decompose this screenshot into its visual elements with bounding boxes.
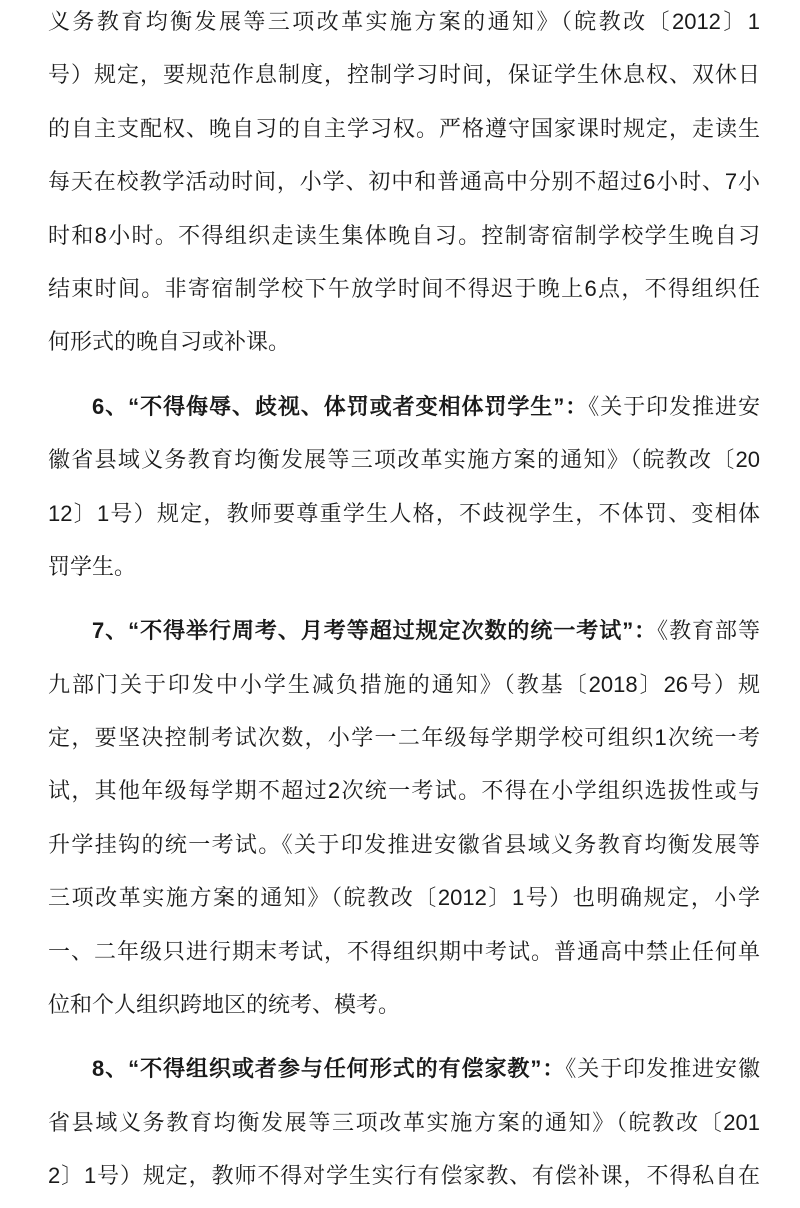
- text-line: 时和8小时。不得组织走读生集体晚自习。控制寄宿制学校学生晚自习: [48, 222, 760, 248]
- paragraph-item-8: [48, 1042, 760, 1202]
- text-line: 一、二年级只进行期末考试，不得组织期中考试。普通高中禁止任何单: [48, 938, 760, 964]
- text-line: 结束时间。非寄宿制学校下午放学时间不得迟于晚上6点，不得组织任: [48, 275, 760, 301]
- text-line: [48, 380, 760, 433]
- item-8-heading: 8、“不得组织或者参与任何形式的有偿家教”：: [92, 1056, 566, 1082]
- text-line: 三项改革实施方案的通知》（皖教改〔2012〕1号）也明确规定，小学: [48, 885, 760, 911]
- text-line: 何形式的晚自习或补课。: [48, 329, 291, 355]
- document-text-body: [48, 0, 760, 1208]
- text-line: 2〕1号）规定，教师不得对学生实行有偿家教、有偿补课，不得私自在: [48, 1163, 760, 1189]
- paragraph-item-6: [48, 380, 760, 594]
- text-line: [48, 604, 760, 657]
- paragraph-item-7: [48, 604, 760, 1031]
- text-line: 12〕1号）规定，教师要尊重学生人格，不歧视学生，不体罚、变相体: [48, 500, 760, 526]
- paragraph-item-5-continuation: [48, 0, 760, 369]
- text-line: 试，其他年级每学期不超过2次统一考试。不得在小学组织选拔性或与: [48, 778, 760, 804]
- item-7-heading: 7、“不得举行周考、月考等超过规定次数的统一考试”：: [92, 618, 658, 644]
- item-6-heading-rest: 《关于印发推进安: [588, 393, 760, 419]
- text-line: 定，要坚决控制考试次数，小学一二年级每学期学校可组织1次统一考: [48, 725, 760, 751]
- item-7-heading-rest: 《教育部等: [657, 618, 760, 644]
- item-6-heading: 6、“不得侮辱、歧视、体罚或者变相体罚学生”：: [92, 393, 589, 419]
- item-8-heading-rest: 《关于印发推进安徽: [565, 1056, 760, 1082]
- text-line: 徽省县域义务教育均衡发展等三项改革实施方案的通知》（皖教改〔20: [48, 447, 760, 473]
- text-line: 九部门关于印发中小学生减负措施的通知》（教基〔2018〕26号）规: [48, 671, 760, 697]
- text-line: 每天在校教学活动时间，小学、初中和普通高中分别不超过6小时、7小: [48, 169, 760, 195]
- text-line: 位和个人组织跨地区的统考、模考。: [48, 992, 401, 1018]
- text-line: 的自主支配权、晚自习的自主学习权。严格遵守国家课时规定，走读生: [48, 115, 760, 141]
- text-line: 义务教育均衡发展等三项改革实施方案的通知》（皖教改〔2012〕1: [48, 9, 760, 34]
- text-line: 省县域义务教育均衡发展等三项改革实施方案的通知》（皖教改〔201: [48, 1109, 760, 1135]
- text-line: 升学挂钩的统一考试。《关于印发推进安徽省县域义务教育均衡发展等: [48, 831, 760, 857]
- text-line: 罚学生。: [48, 553, 137, 579]
- text-line: 号）规定，要规范作息制度，控制学习时间，保证学生休息权、双休日: [48, 62, 760, 88]
- text-line: [48, 1042, 760, 1095]
